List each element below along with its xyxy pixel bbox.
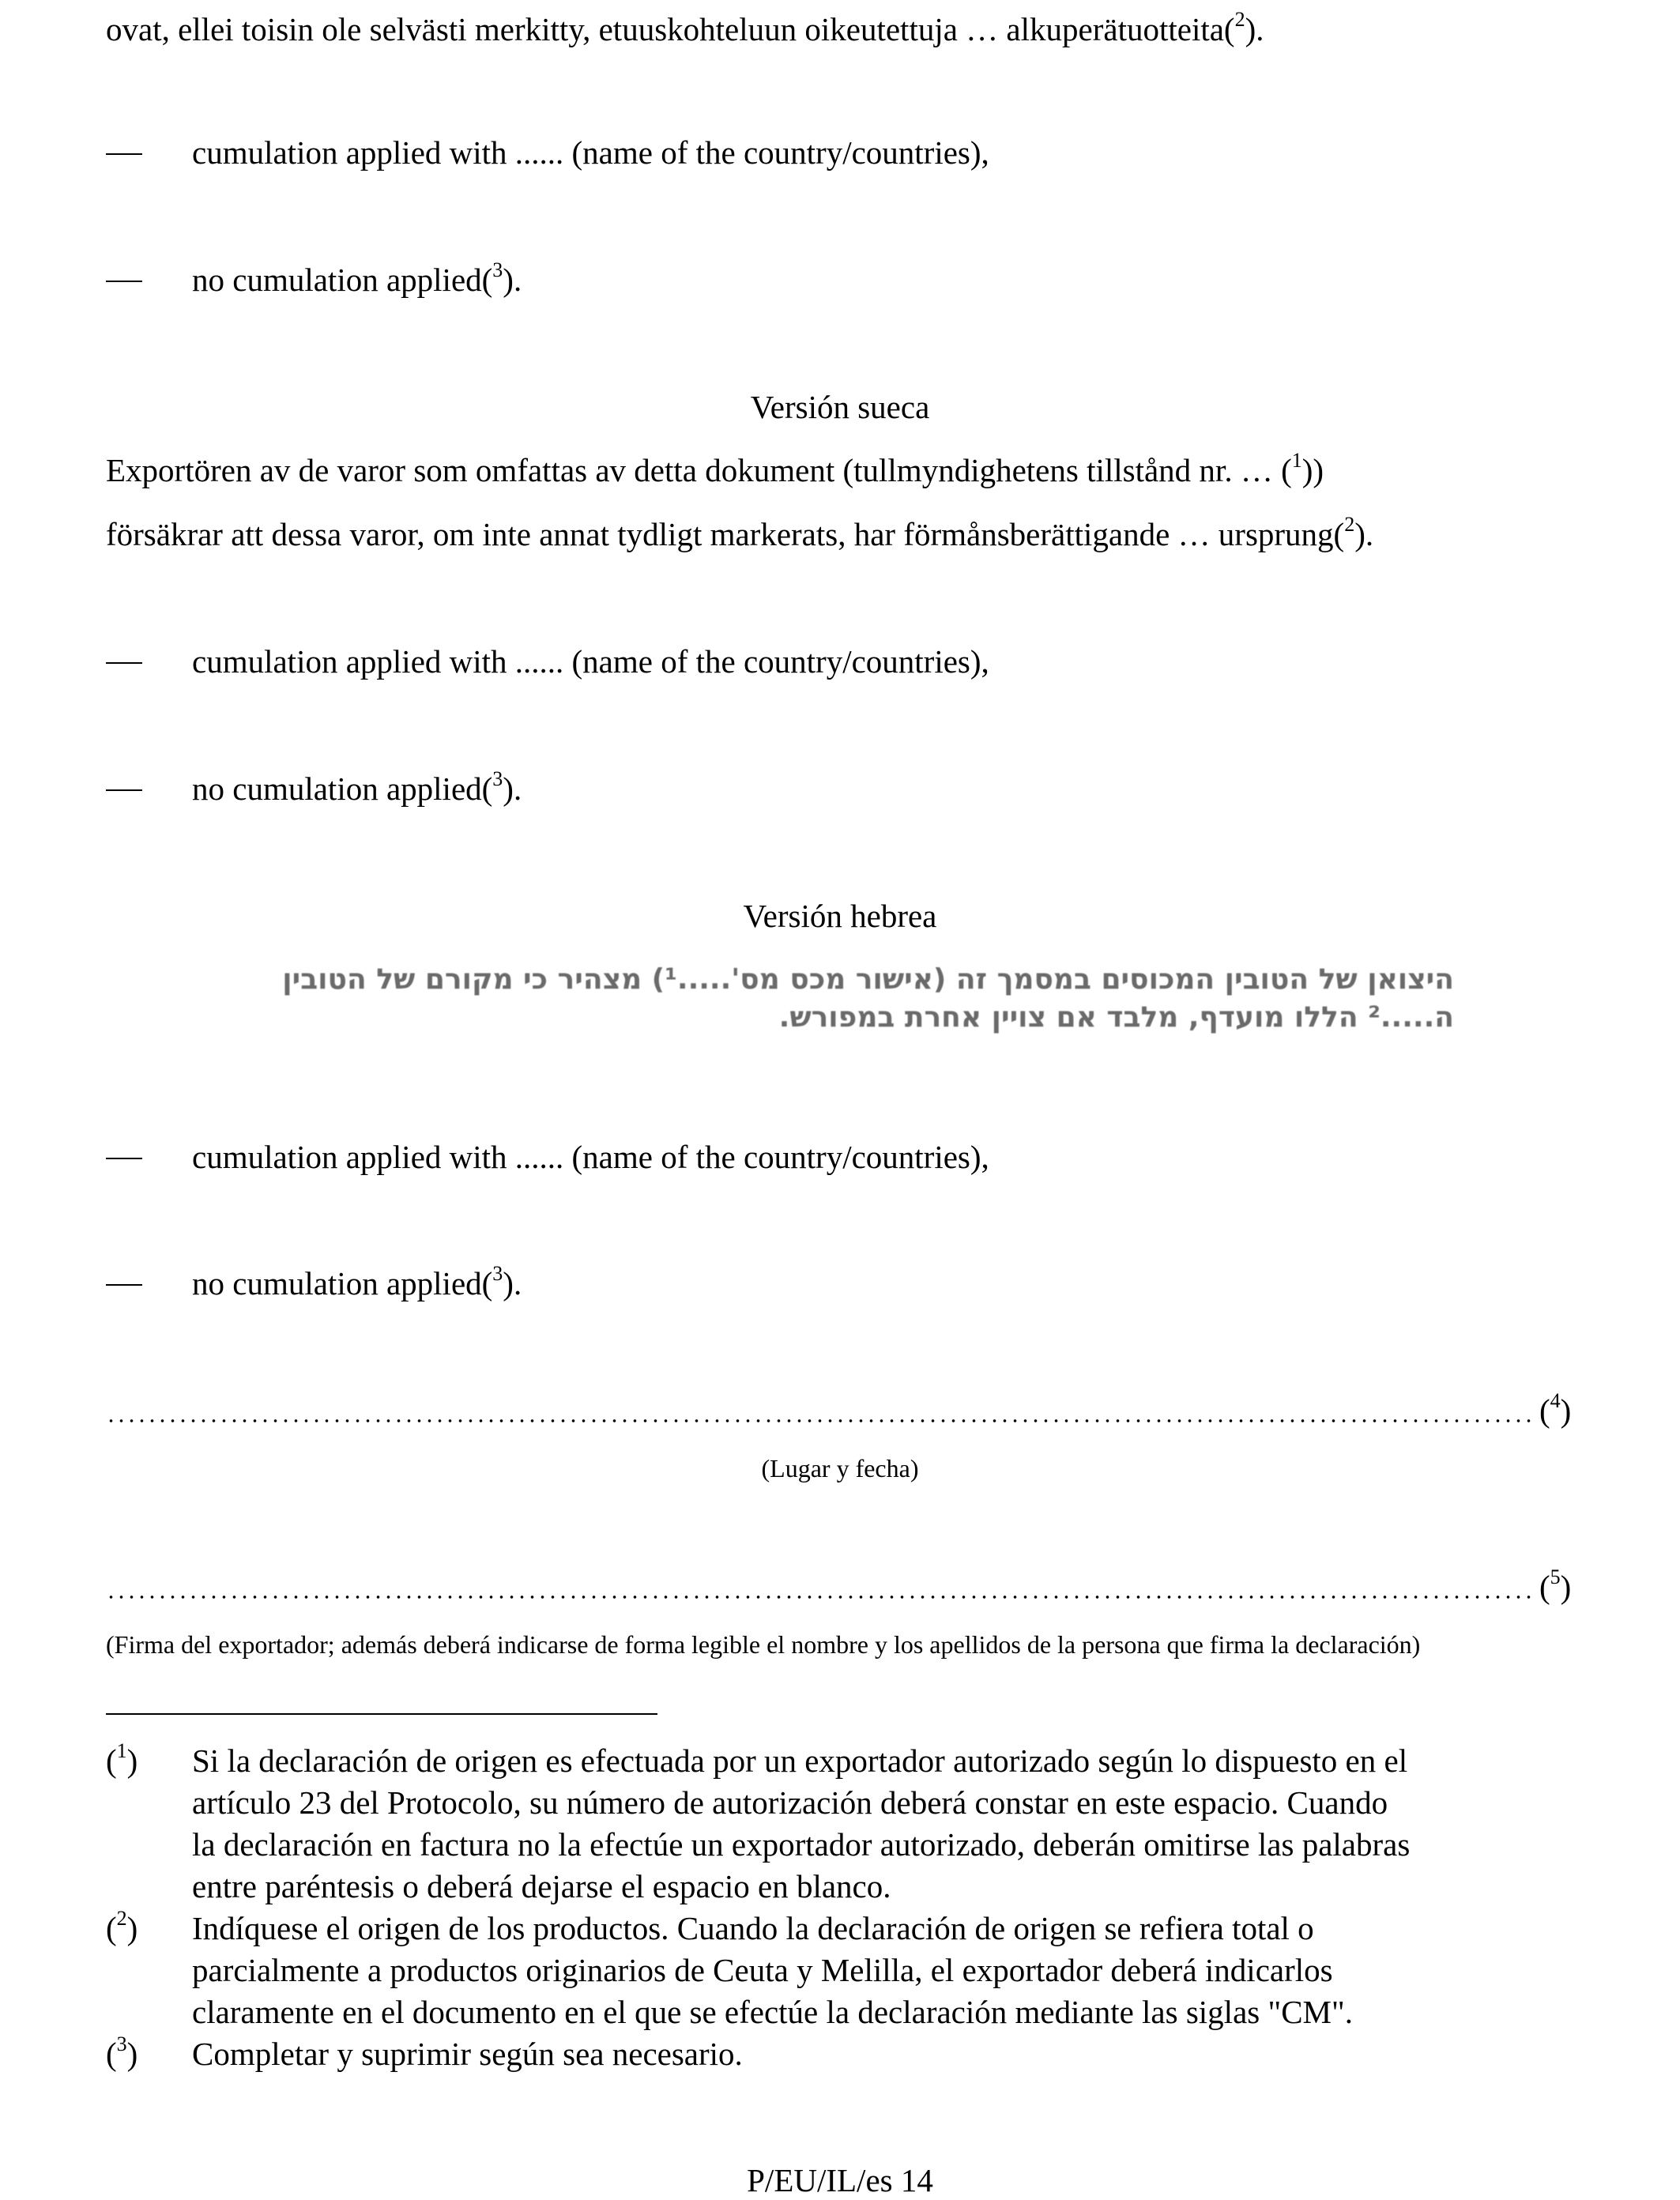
place-date-footnote-ref: ($^4$) xyxy=(1539,1389,1572,1429)
place-date-dotted-line xyxy=(106,1418,1536,1423)
swedish-version-heading: Versión sueca xyxy=(750,389,930,425)
footnote-separator xyxy=(106,1713,657,1715)
no-cumulation-option: no cumulation applied($^3$). xyxy=(192,1262,522,1302)
em-dash-bullet xyxy=(106,281,142,282)
no-cumulation-option: no cumulation applied($^3$). xyxy=(192,767,522,807)
footnote-1-text: Si la declaración de origen es efectuada por un exportador autorizado según lo dispuesto en el artículo 23 del Protocolo, su número de autorización deberá constar en este espacio. Cuando la declaración en factura no la efectúe un exportador autorizado, deberán omitirse las palabras entre paréntesis o deberá dejarse el espacio en blanco. xyxy=(192,1742,1411,1904)
signature-footnote-ref: ($^5$) xyxy=(1539,1565,1572,1605)
footnote-2-text: Indíquese el origen de los productos. Cuando la declaración de origen se refiera total o parcialmente a productos originarios de Ceuta y Melilla, el exportador deberá indicarlos claramente en el documento en el que se efectúe la declaración mediante las siglas "CM". xyxy=(192,1910,1353,2030)
hebrew-declaration-line-2: ה.....² הללו מועדף, מלבד אם צויין אחרת במפורש. xyxy=(778,1001,1454,1034)
signature-label: (Firma del exportador; además deberá indicarse de forma legible el nombre y los apellidos de la persona que firma la declaración) xyxy=(106,1630,1421,1659)
footnote-2-marker: ($^2$) xyxy=(106,1907,138,1946)
place-date-label: (Lugar y fecha) xyxy=(761,1454,919,1482)
finnish-continuation-line: ovat, ellei toisin ole selvästi merkitty, etuuskohteluun oikeutettuja … alkuperätuotteita($^2$). xyxy=(106,8,1264,47)
cumulation-applied-option: cumulation applied with ...... (name of the country/countries), xyxy=(192,643,989,680)
em-dash-bullet xyxy=(106,153,142,155)
hebrew-declaration-line-1: היצואן של הטובין המכוסים במסמך זה (אישור מכס מס'.....¹) מצהיר כי מקורם של הטובין xyxy=(282,963,1454,996)
swedish-declaration-line-1: Exportören av de varor som omfattas av detta dokument (tullmyndighetens tillstånd nr. … ($^1$)) xyxy=(106,449,1324,488)
no-cumulation-option: no cumulation applied($^3$). xyxy=(192,258,522,298)
em-dash-bullet xyxy=(106,1284,142,1286)
cumulation-applied-option: cumulation applied with ...... (name of the country/countries), xyxy=(192,134,989,171)
footnote-3-text: Completar y suprimir según sea necesario. xyxy=(192,2036,743,2072)
footnote-1-marker: ($^1$) xyxy=(106,1739,138,1779)
page-number: P/EU/IL/es 14 xyxy=(747,2162,933,2198)
hebrew-declaration-image xyxy=(233,961,1454,1037)
cumulation-applied-option: cumulation applied with ...... (name of the country/countries), xyxy=(192,1139,989,1175)
em-dash-bullet xyxy=(106,1158,142,1159)
hebrew-version-heading: Versión hebrea xyxy=(743,898,937,934)
em-dash-bullet xyxy=(106,789,142,791)
swedish-declaration-line-2: försäkrar att dessa varor, om inte annat tydligt markerats, har förmånsberättigande … ursprung($^2$). xyxy=(106,513,1374,552)
footnote-3-marker: ($^3$) xyxy=(106,2032,138,2072)
signature-dotted-line xyxy=(106,1595,1536,1599)
em-dash-bullet xyxy=(106,662,142,664)
